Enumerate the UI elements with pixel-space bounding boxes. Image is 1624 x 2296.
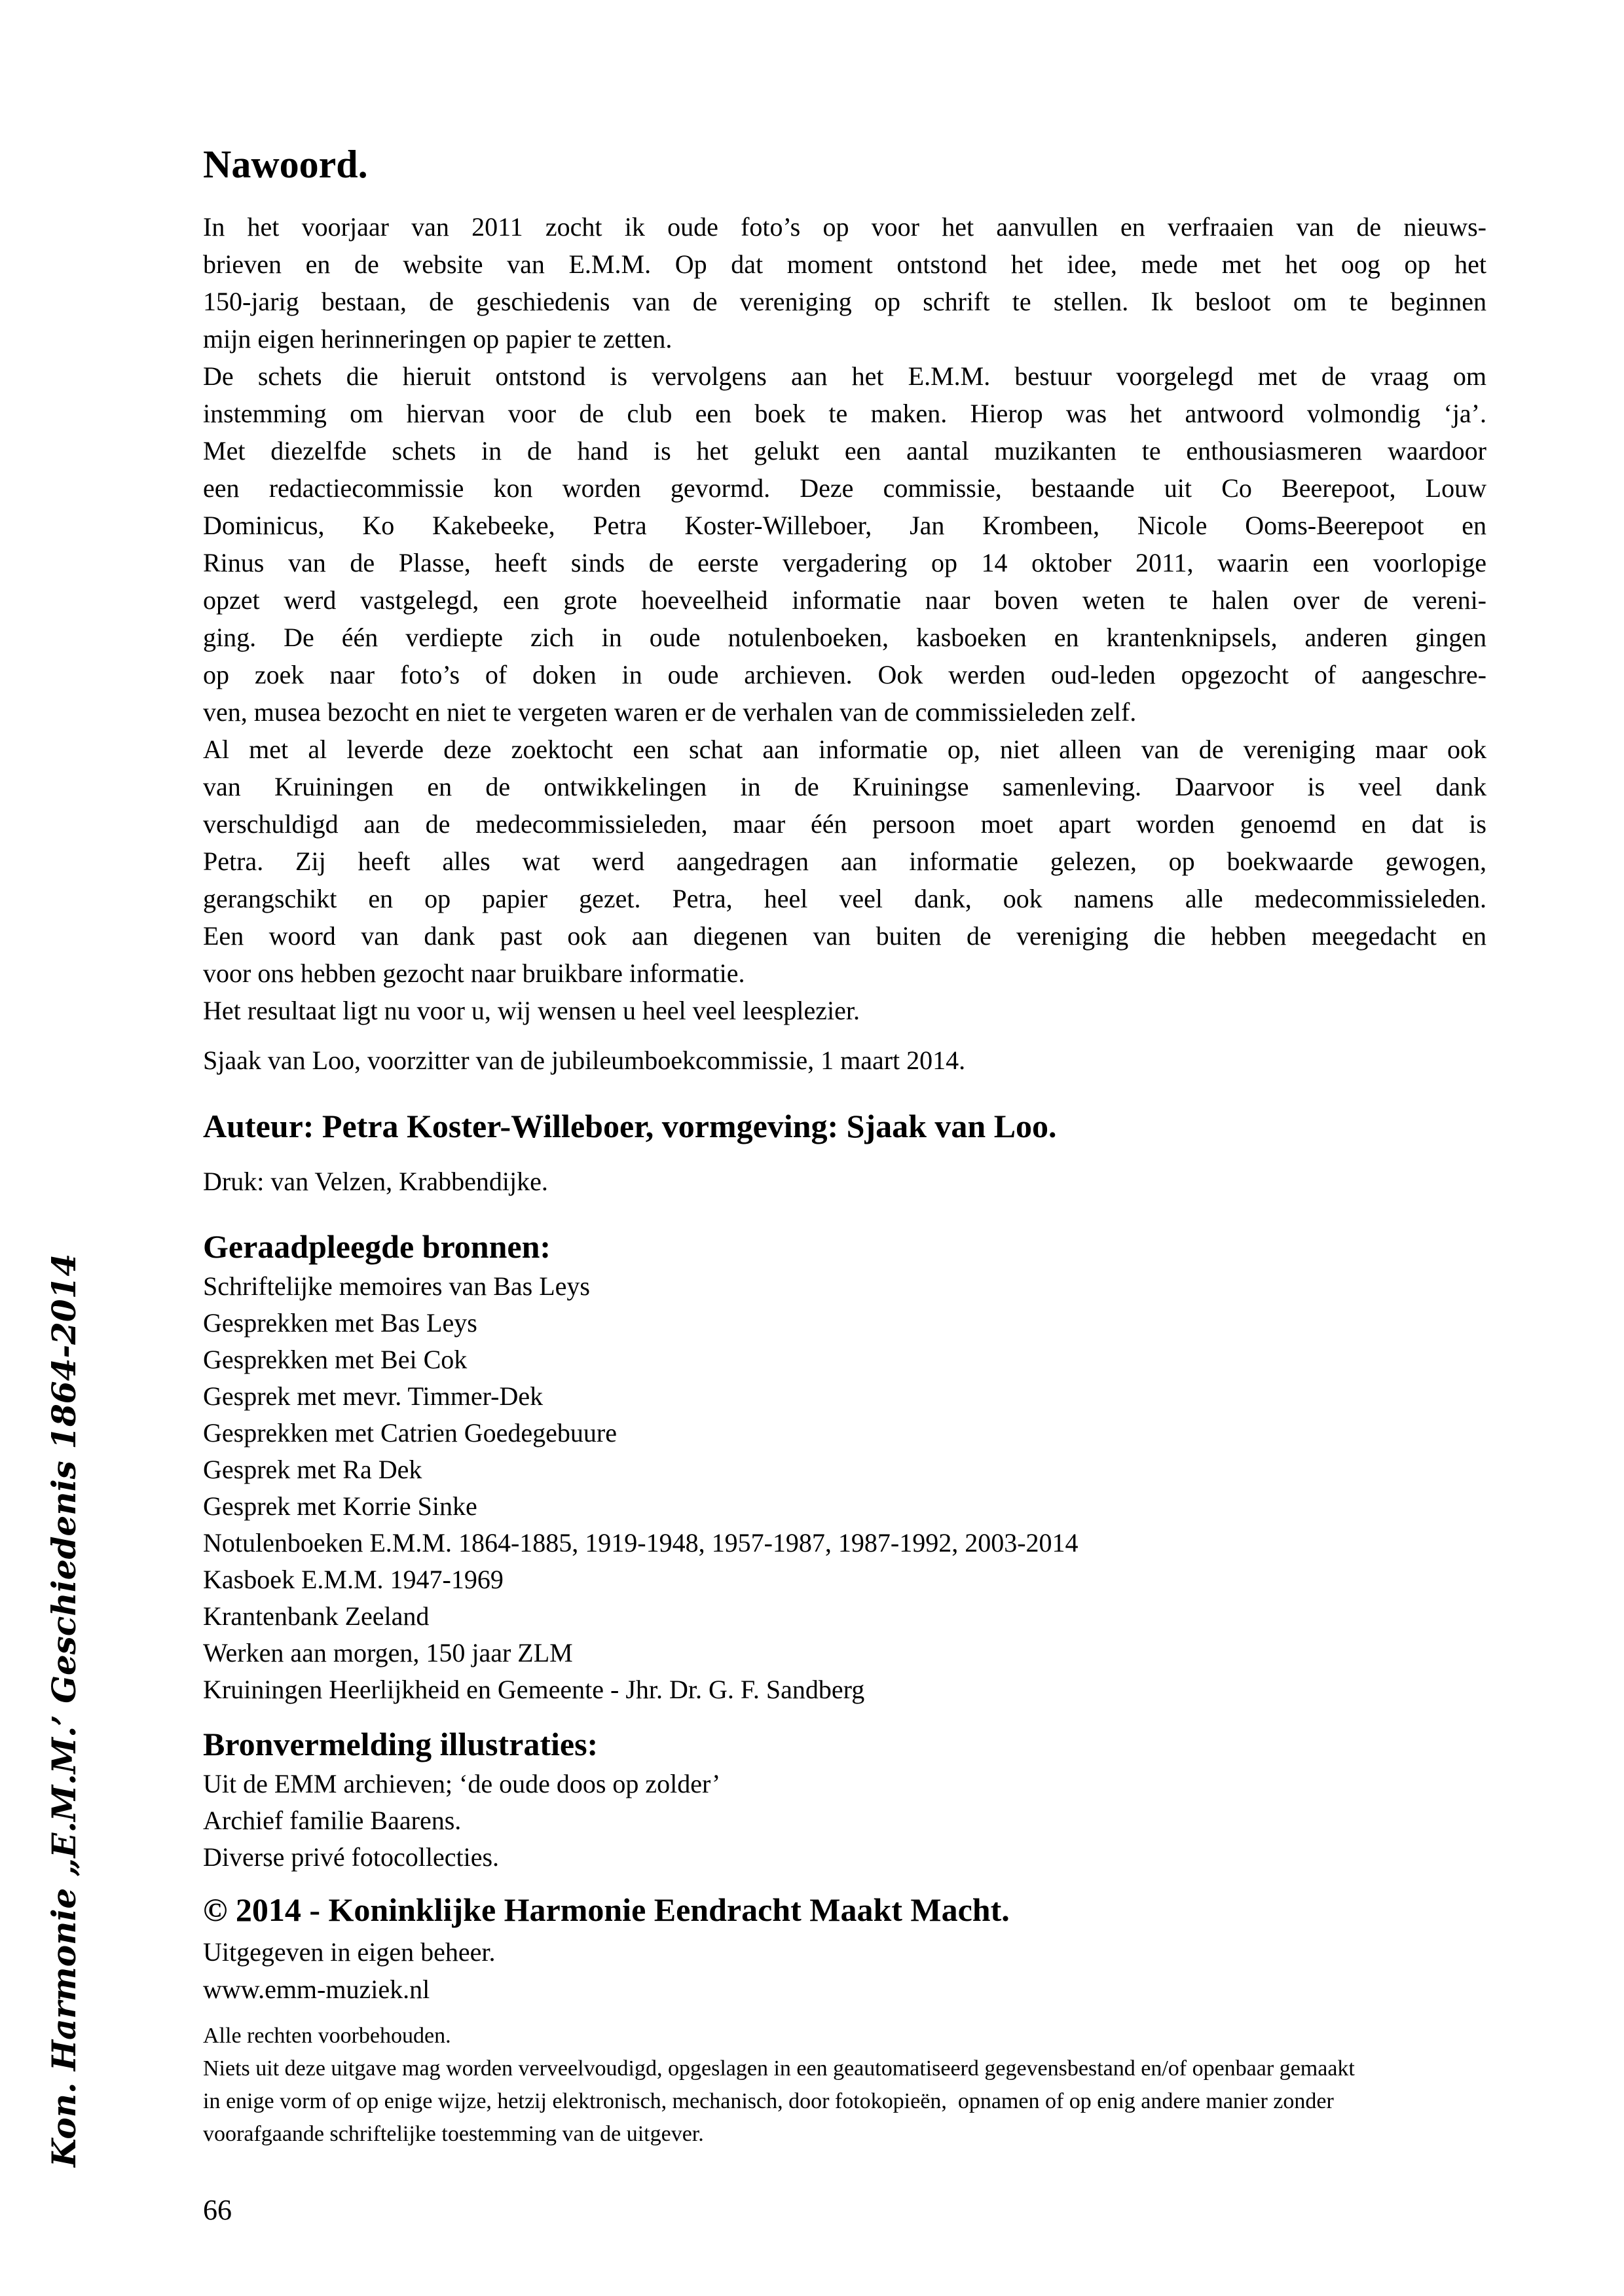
afterword-text-line: Een woord van dank past ook aan diegenen van buiten de vereniging die hebben meegedacht en: [203, 921, 1486, 951]
source-item: Gesprek met Ra Dek: [203, 1455, 422, 1484]
afterword-text-line: instemming om hiervan voor de club een boek te maken. Hierop was het antwoord volmondig ‘ja’.: [203, 399, 1486, 428]
illustrations-list: [203, 1766, 1486, 1876]
legal-text-line: in enige vorm of op enige wijze, hetzij elektronisch, mechanisch, door fotokopieën, opnamen of op enig andere manier zonder: [203, 2089, 1334, 2113]
legal-text-line: voorafgaande schriftelijke toestemming van de uitgever.: [203, 2122, 704, 2146]
printer-line: Druk: van Velzen, Krabbendijke.: [203, 1167, 548, 1196]
source-item: Gesprekken met Catrien Goedegebuure: [203, 1418, 617, 1448]
afterword-text-line: 150-jarig bestaan, de geschiedenis van de vereniging op schrift te stellen. Ik besloot om te beginnen: [203, 287, 1486, 316]
source-item: Schriftelijke memoires van Bas Leys: [203, 1271, 590, 1301]
afterword-text-line: Rinus van de Plasse, heeft sinds de eerste vergadering op 14 oktober 2011, waarin een voorlopige: [203, 548, 1486, 577]
afterword-text-line: opzet werd vastgelegd, een grote hoeveelheid informatie naar boven weten te halen over de vereni-: [203, 585, 1486, 615]
source-item: Kruiningen Heerlijkheid en Gemeente - Jhr. Dr. G. F. Sandberg: [203, 1675, 865, 1704]
source-item: Kasboek E.M.M. 1947-1969: [203, 1565, 504, 1594]
source-item: Gesprekken met Bas Leys: [203, 1308, 477, 1338]
page-number: 66: [203, 2194, 232, 2226]
publisher-line: Uitgegeven in eigen beheer.: [203, 1937, 496, 1967]
source-item: Werken aan morgen, 150 jaar ZLM: [203, 1638, 573, 1667]
illustration-item: Uit de EMM archieven; ‘de oude doos op zolder’: [203, 1769, 721, 1798]
sources-heading: Geraadpleegde bronnen:: [203, 1228, 551, 1265]
illustration-item: Archief familie Baarens.: [203, 1806, 462, 1835]
afterword-text-line: op zoek naar foto’s of doken in oude archieven. Ook werden oud-leden opgezocht of aangeschre-: [203, 660, 1486, 689]
sidebar-vertical-title: Kon. Harmonie „E.M.M.’ Geschiedenis 1864-2014: [45, 1253, 83, 2167]
copyright-heading: © 2014 - Koninklijke Harmonie Eendracht Maakt Macht.: [203, 1891, 1010, 1928]
page-content: [203, 0, 1486, 2229]
afterword-text-line: Dominicus, Ko Kakebeeke, Petra Koster-Willeboer, Jan Krombeen, Nicole Ooms-Beerepoot en: [203, 511, 1486, 540]
legal-text-line: Alle rechten voorbehouden.: [203, 2024, 451, 2048]
source-item: Notulenboeken E.M.M. 1864-1885, 1919-1948, 1957-1987, 1987-1992, 2003-2014: [203, 1528, 1079, 1558]
sources-list: [203, 1268, 1486, 1708]
afterword-text-line: ging. De één verdiepte zich in oude notulenboeken, kasboeken en krantenknipsels, anderen gingen: [203, 623, 1486, 652]
afterword-body: [203, 208, 1486, 1029]
page-title: Nawoord.: [203, 143, 368, 186]
afterword-text-line: gerangschikt en op papier gezet. Petra, heel veel dank, ook namens alle medecommissieleden.: [203, 884, 1486, 913]
afterword-text-line: Petra. Zij heeft alles wat werd aangedragen aan informatie gelezen, op boekwaarde gewogen,: [203, 847, 1486, 876]
copyright-lines: [203, 1933, 1486, 2008]
afterword-text-line: ven, musea bezocht en niet te vergeten waren er de verhalen van de commissieleden zelf.: [203, 697, 1137, 727]
illustration-item: Diverse privé fotocollecties.: [203, 1842, 500, 1872]
source-item: Krantenbank Zeeland: [203, 1601, 430, 1631]
afterword-text-line: Al met al leverde deze zoektocht een schat aan informatie op, niet alleen van de vereniging maar ook: [203, 735, 1486, 764]
website-text: www.emm-muziek.nl: [203, 1975, 430, 2004]
afterword-text-line: brieven en de website van E.M.M. Op dat moment ontstond het idee, mede met het oog op het: [203, 249, 1486, 279]
source-item: Gesprek met mevr. Timmer-Dek: [203, 1381, 544, 1411]
illustrations-heading: Bronvermelding illustraties:: [203, 1726, 599, 1762]
source-item: Gesprek met Korrie Sinke: [203, 1491, 477, 1521]
afterword-text-line: Met diezelfde schets in de hand is het gelukt een aantal muzikanten te enthousiasmeren waardoor: [203, 436, 1486, 465]
afterword-text-line: van Kruiningen en de ontwikkelingen in de Kruiningse samenleving. Daarvoor is veel dank: [203, 772, 1486, 801]
afterword-text-line: In het voorjaar van 2011 zocht ik oude foto’s op voor het aanvullen en verfraaien van de nieuws-: [203, 212, 1486, 242]
legal-notice: [203, 2020, 1486, 2151]
signature-line: Sjaak van Loo, voorzitter van de jubileumboekcommissie, 1 maart 2014.: [203, 1046, 966, 1075]
afterword-text-line: verschuldigd aan de medecommissieleden, maar één persoon moet apart worden genoemd en dat is: [203, 809, 1486, 839]
afterword-text-line: Het resultaat ligt nu voor u, wij wensen u heel veel leesplezier.: [203, 996, 860, 1025]
afterword-text-line: voor ons hebben gezocht naar bruikbare informatie.: [203, 958, 745, 988]
author-heading: Auteur: Petra Koster-Willeboer, vormgeving: Sjaak van Loo.: [203, 1108, 1057, 1144]
afterword-text-line: mijn eigen herinneringen op papier te zetten.: [203, 324, 673, 354]
afterword-text-line: De schets die hieruit ontstond is vervolgens aan het E.M.M. bestuur voorgelegd met de vraag om: [203, 361, 1486, 391]
afterword-text-line: een redactiecommissie kon worden gevormd. Deze commissie, bestaande uit Co Beerepoot, Louw: [203, 473, 1486, 503]
source-item: Gesprekken met Bei Cok: [203, 1345, 468, 1374]
legal-text-line: Niets uit deze uitgave mag worden verveelvoudigd, opgeslagen in een geautomatiseerd gegevensbestand en/of openbaar gemaakt: [203, 2056, 1355, 2081]
